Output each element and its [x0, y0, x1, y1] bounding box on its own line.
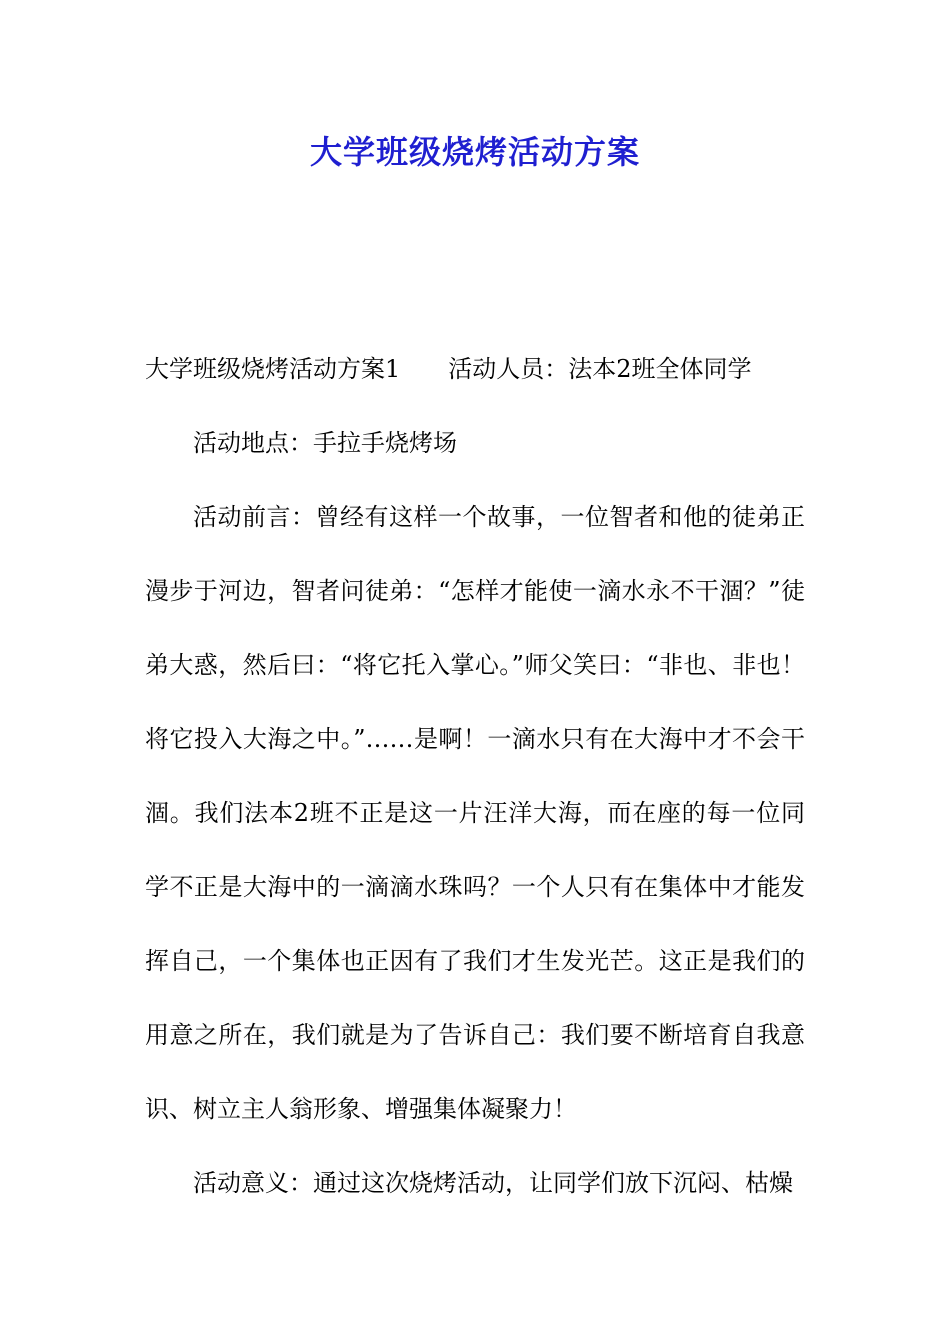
document-title: 大学班级烧烤活动方案: [309, 133, 640, 171]
paragraph-location: 活动地点：手拉手烧烤场: [193, 429, 457, 457]
section-heading: 大学班级烧烤活动方案1: [145, 355, 401, 383]
paragraph-intro: [145, 332, 805, 406]
document-body: [145, 332, 805, 1220]
paragraph-significance: 活动意义：通过这次烧烤活动，让同学们放下沉闷、枯燥: [193, 1169, 793, 1197]
paragraph-preface: 活动前言：曾经有这样一个故事，一位智者和他的徒弟正漫步于河边，智者问徒弟：“怎样才能使一滴水永不干涸？”徒弟大惑，然后曰：“将它托入掌心。”师父笑曰：“非也、非也！将它投入大海之中。”……是啊！一滴水只有在大海中才不会干涸。我们法本2班不正是这一片汪洋大海，而在座的每一位同学不正是大海中的一滴滴水珠吗？一个人只有在集体中才能发挥自己，一个集体也正因有了我们才生发光芒。这正是我们的用意之所在，我们就是为了告诉自己：我们要不断培育自我意识、树立主人翁形象、增强集体凝聚力！: [145, 503, 805, 1123]
paragraph-text: 活动人员：法本2班全体同学: [448, 355, 752, 383]
